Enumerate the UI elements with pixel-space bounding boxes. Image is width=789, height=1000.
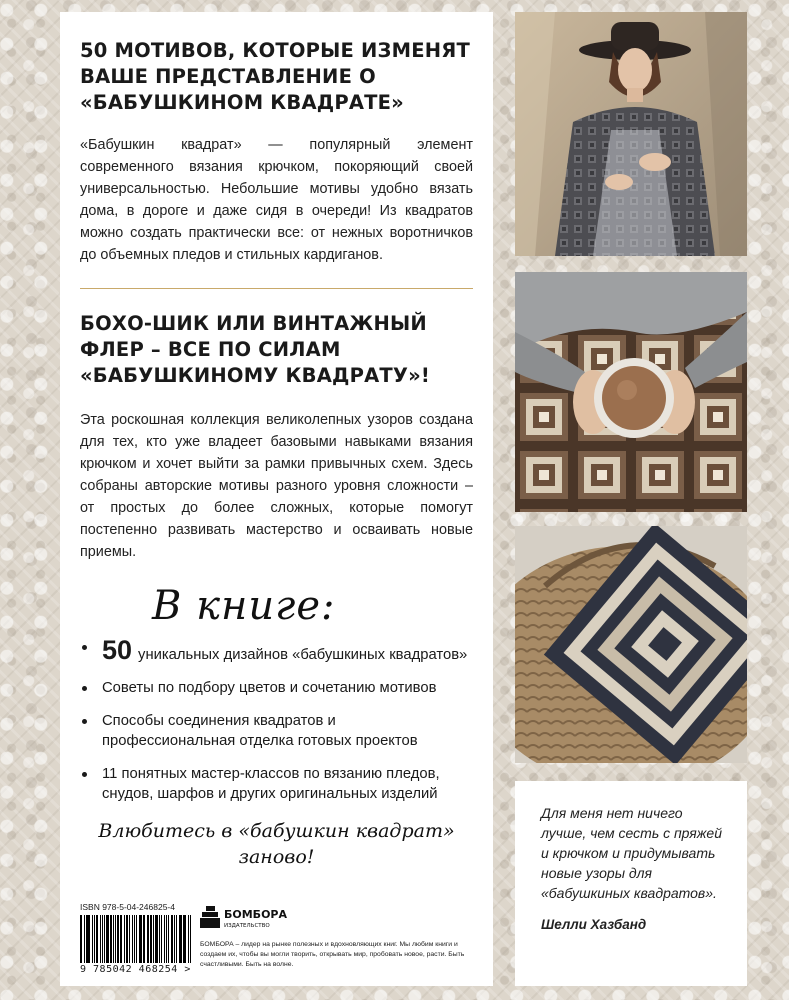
- gold-divider: [80, 288, 473, 289]
- feature-item: [80, 678, 473, 698]
- barcode-icon: [80, 915, 192, 963]
- bullet-icon: [82, 772, 87, 777]
- photo-granny-square-basket: [515, 526, 747, 763]
- feature-text: уникальных дизайнов «бабушкиных квадратов»: [138, 647, 468, 663]
- barcode-digits: 9 785042 468254 >: [80, 964, 191, 975]
- publisher-description: БОМБОРА – лидер на рынке полезных и вдохновляющих книг. Мы любим книги и создаем их, чтобы вы могли творить, открывать мир, пробовать новое, расти. Быть счастливыми. Быть на волне.: [200, 941, 465, 968]
- quote-author: Шелли Хазбанд: [541, 917, 647, 932]
- publisher-sub: ИЗДАТЕЛЬСТВО: [224, 923, 270, 929]
- collection-paragraph: Эта роскошная коллекция великолепных узоров создана для тех, кто уже владеет базовыми навыками вязания крючком и хочет выйти за рамки привычных схем. Здесь собраны авторские мотивы разного уровня сложности – от простых до более сложных, которые помогут постепенно развивать мастерство и осваивать новые приемы.: [80, 412, 473, 560]
- in-the-book-title: В книге:: [152, 583, 336, 629]
- bombora-logo-mark-icon: [200, 906, 220, 928]
- feature-text: Способы соединения квадратов и профессиональная отделка готовых проектов: [102, 713, 418, 749]
- heading-fifty-motifs: 50 МОТИВОВ, КОТОРЫЕ ИЗМЕНЯТ ВАШЕ ПРЕДСТАВЛЕНИЕ О «БАБУШКИНОМ КВАДРАТЕ»: [80, 39, 470, 114]
- bullet-icon: [82, 645, 87, 650]
- info-panel: [60, 12, 493, 986]
- feature-text: Советы по подбору цветов и сочетанию мотивов: [102, 680, 437, 696]
- author-quote-box: [515, 781, 747, 986]
- quote-text: Для меня нет ничего лучше, чем сесть с пряжей и крючком и придумывать новые узоры для «бабушкиных квадратов».: [541, 805, 722, 901]
- feature-item: [80, 637, 473, 665]
- features-list: [80, 637, 473, 804]
- isbn-label: ISBN 978-5-04-246825-4: [80, 902, 175, 912]
- photo-coffee-cup-blanket: [515, 272, 747, 512]
- feature-count: 50: [102, 635, 133, 665]
- bullet-icon: [82, 719, 87, 724]
- heading-boho-chic: БОХО-ШИК ИЛИ ВИНТАЖНЫЙ ФЛЕР – ВСЕ ПО СИЛАМ «БАБУШКИНОМУ КВАДРАТУ»!: [80, 312, 430, 387]
- intro-paragraph: «Бабушкин квадрат» — популярный элемент современного вязания крючком, покоряющий своей универсальностью. Небольшие мотивы удобно вязать дома, в дороге и даже сидя в очереди! Из квадратов можно создать практически все: от нежных воротничков до объемных пледов и стильных кардиганов.: [80, 137, 473, 263]
- photo-woman-shawl: [515, 12, 747, 256]
- slogan: Влюбитесь в «бабушкин квадрат» заново!: [98, 820, 455, 868]
- bombora-logo: [200, 904, 300, 930]
- footer: [80, 902, 475, 986]
- feature-item: [80, 711, 473, 751]
- bullet-icon: [82, 686, 87, 691]
- feature-text: 11 понятных мастер-классов по вязанию пледов, снудов, шарфов и других оригинальных изделий: [102, 766, 440, 802]
- feature-item: [80, 764, 473, 804]
- publisher-name: БОМБОРА: [224, 908, 287, 921]
